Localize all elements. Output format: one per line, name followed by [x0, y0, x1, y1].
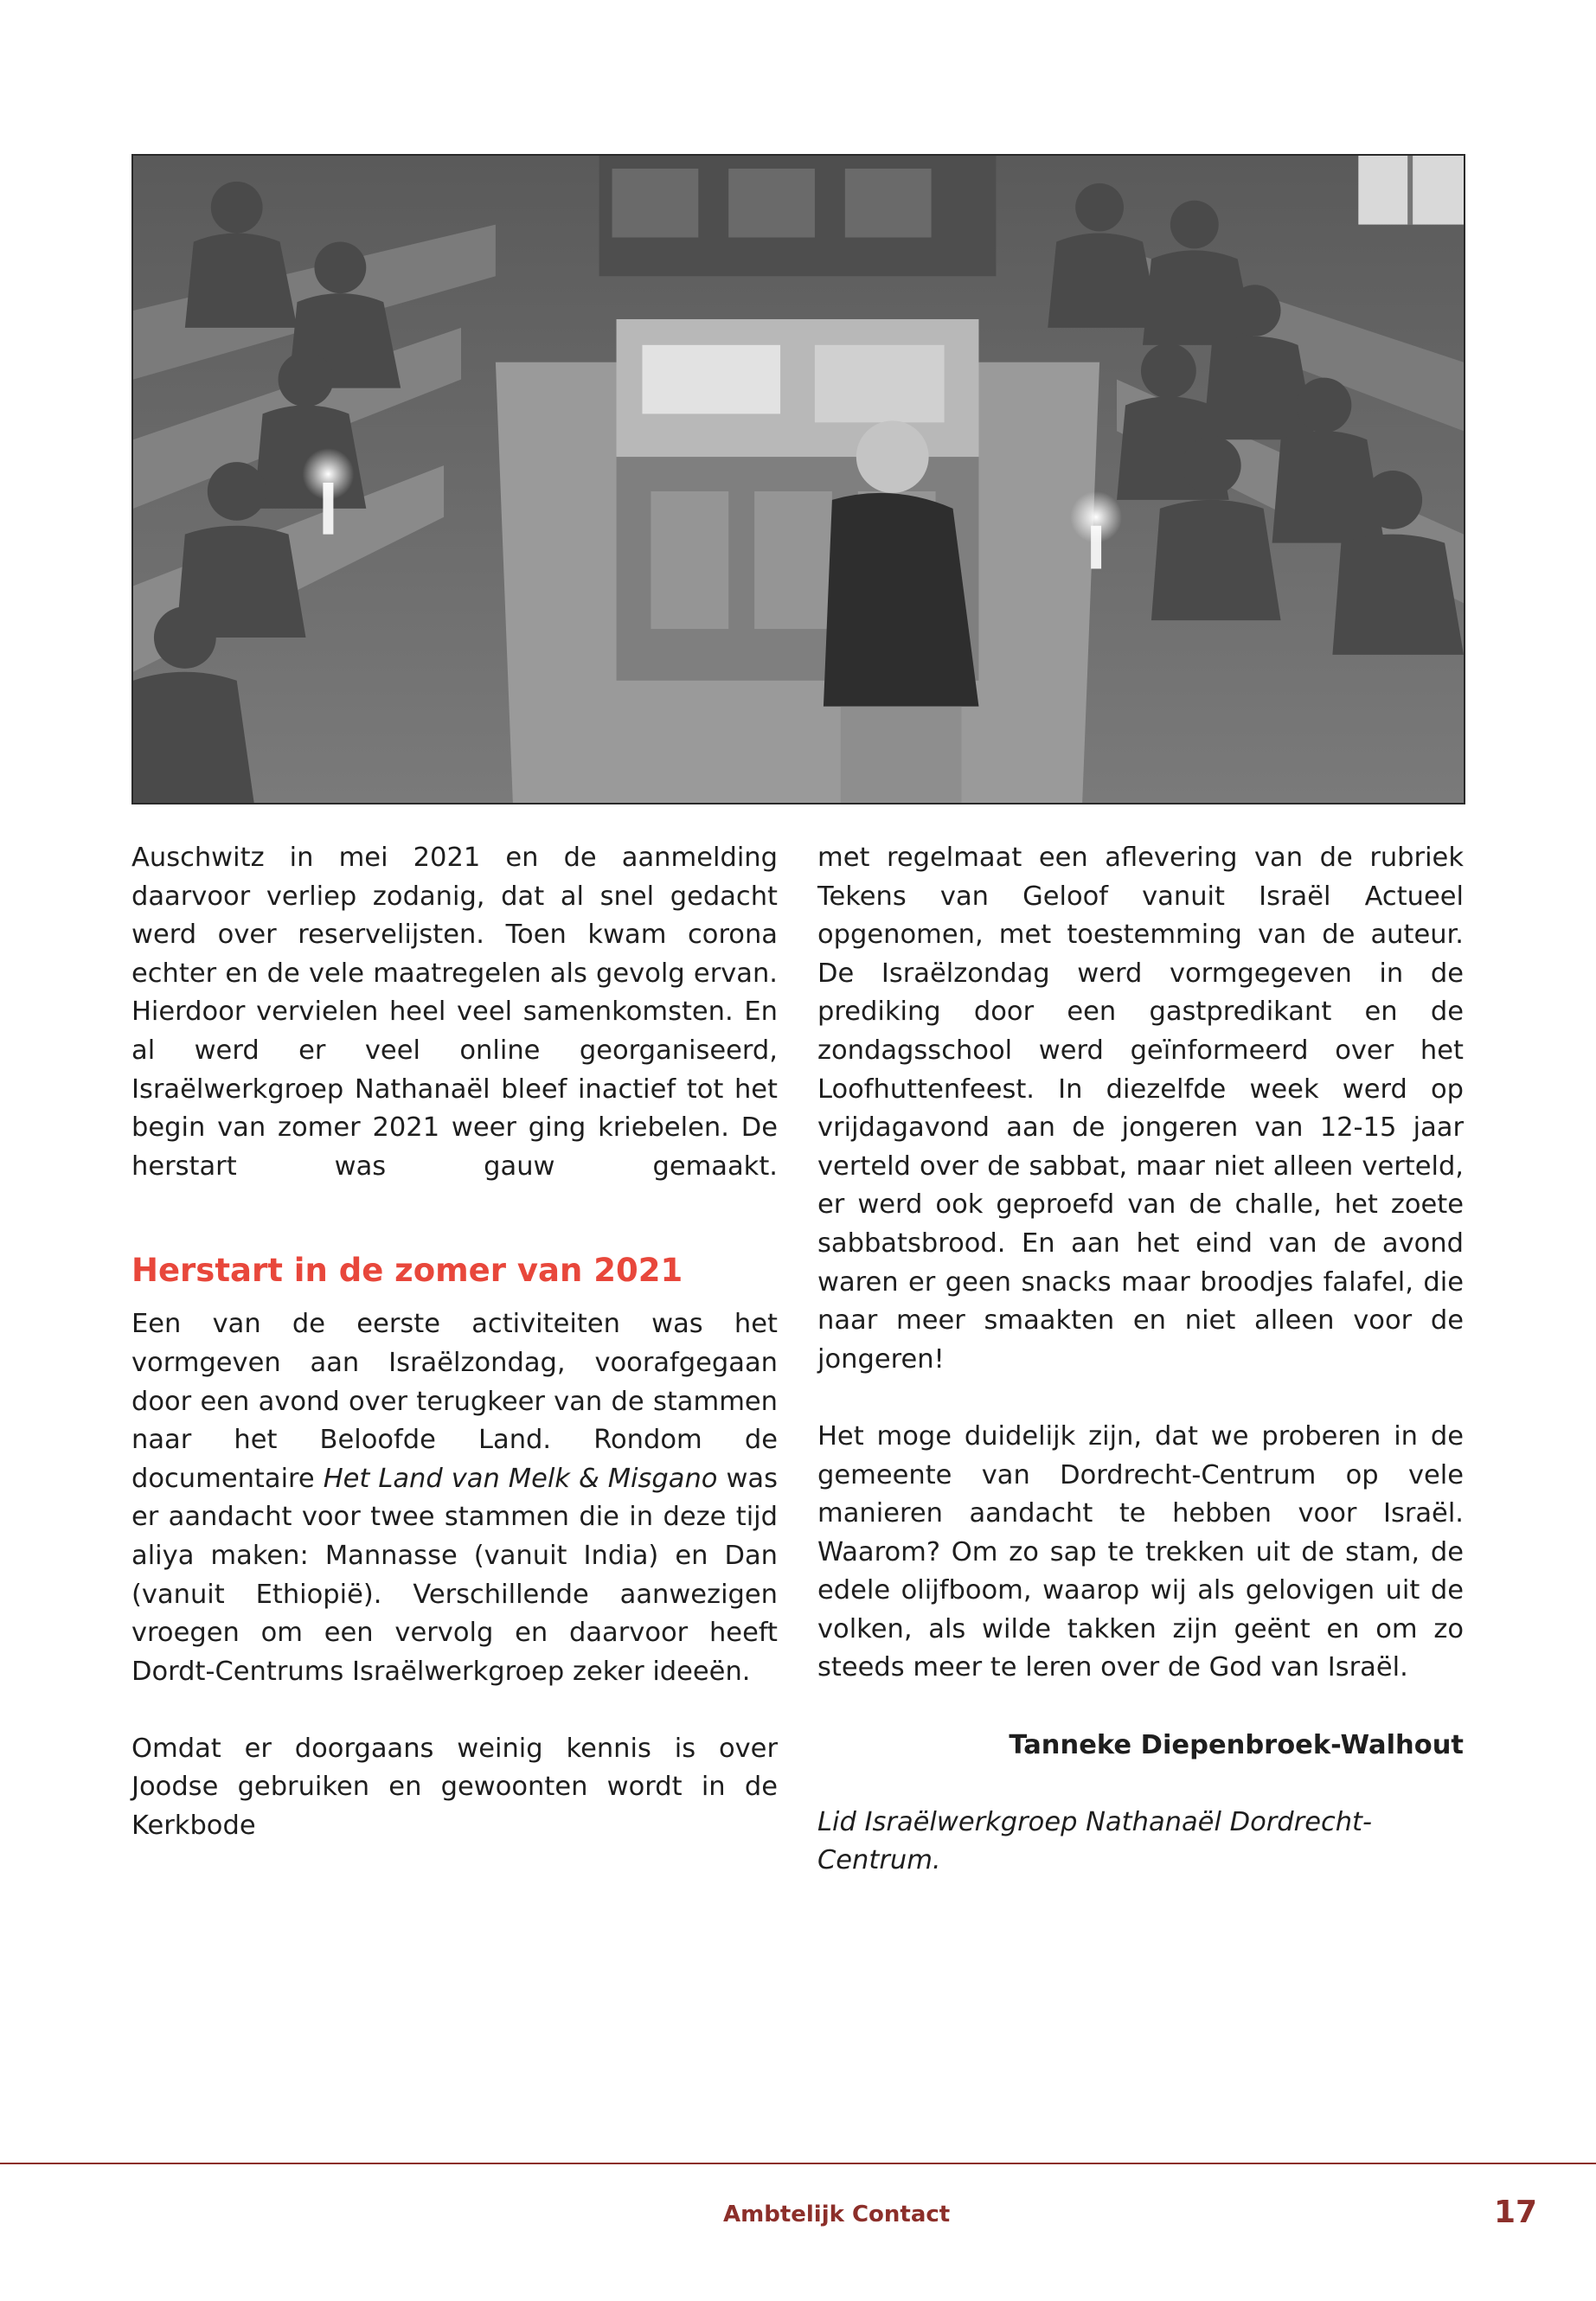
left-paragraph-2 [131, 1305, 778, 1691]
left-paragraph-2-end: was er aandacht voor twee stammen die in deze tijd aliya maken: Mannasse (vanuit India) en Dan (vanuit Ethiopië). Verschillende aanwezigen vroegen om een vervolg en daarvoor heeft Dordt-Centrums Israëlwerkgroep zeker ideeën. [131, 1463, 778, 1687]
author-name: Tanneke Diepenbroek-Walhout [1009, 1729, 1464, 1760]
right-paragraph-2: Het moge duidelijk zijn, dat we proberen in de gemeente van Dordrecht-Centrum op vele manieren aandacht te hebben voor Israël. Waarom? Om zo sap te trekken uit de stam, de edele olijfboom, waarop wij als gelovigen uit de volken, als wilde takken zijn geënt en om zo steeds meer te leren over de God van Israël. [817, 1420, 1464, 1683]
documentary-title: Het Land van Melk & Misgano [323, 1463, 718, 1494]
right-paragraph-1: met regelmaat een aflevering van de rubriek Tekens van Geloof vanuit Israël Actueel opgenomen, met toestemming van de auteur. De Israëlzondag werd vormgegeven in de prediking door een gastpredikant en de zondagsschool werd geïnformeerd over het Loofhuttenfeest. In diezelfde week werd op vrijdagavond aan de jongeren van 12-15 jaar verteld over de sabbat, maar niet alleen verteld, er werd ook geproefd van de challe, het zoete sabbatsbrood. En aan het eind van de avond waren er geen snacks maar broodjes falafel, die naar meer smaakten en niet alleen voor de jongeren! [817, 843, 1464, 1375]
left-paragraph-2-start: Een van de eerste activiteiten was het vormgeven aan Israëlzondag, voorafgegaan door een avond over terugkeer van de stammen naar het Beloofde Land. Rondom de documentaire [131, 1309, 778, 1494]
left-paragraph-1: Auschwitz in mei 2021 en de aanmelding daarvoor verliep zodanig, dat al snel gedacht werd over reservelijsten. Toen kwam corona echter en de vele maatregelen als gevolg ervan. Hierdoor vervielen heel veel samenkomsten. En al werd er veel online georganiseerd, Israëlwerkgroep Nathanaël bleef inactief tot het begin van zomer 2021 weer ging kriebelen. De herstart was gauw gemaakt. [131, 843, 778, 1182]
footer-publication-title: Ambtelijk Contact [723, 2202, 951, 2227]
article-photo [131, 154, 1465, 804]
footer-divider [0, 2163, 1596, 2164]
left-column [131, 839, 778, 1846]
author-role: Lid Israëlwerkgroep Nathanaël Dordrecht-Centrum. [817, 1806, 1373, 1876]
left-paragraph-3: Omdat er doorgaans weinig kennis is over Joodse gebruiken en gewoonten wordt in de Kerkbode [131, 1733, 778, 1842]
page-number: 17 [1494, 2195, 1538, 2230]
synagogue-gathering-image [133, 156, 1464, 803]
right-column [817, 839, 1464, 1881]
section-heading: Herstart in de zomer van 2021 [131, 1252, 683, 1290]
